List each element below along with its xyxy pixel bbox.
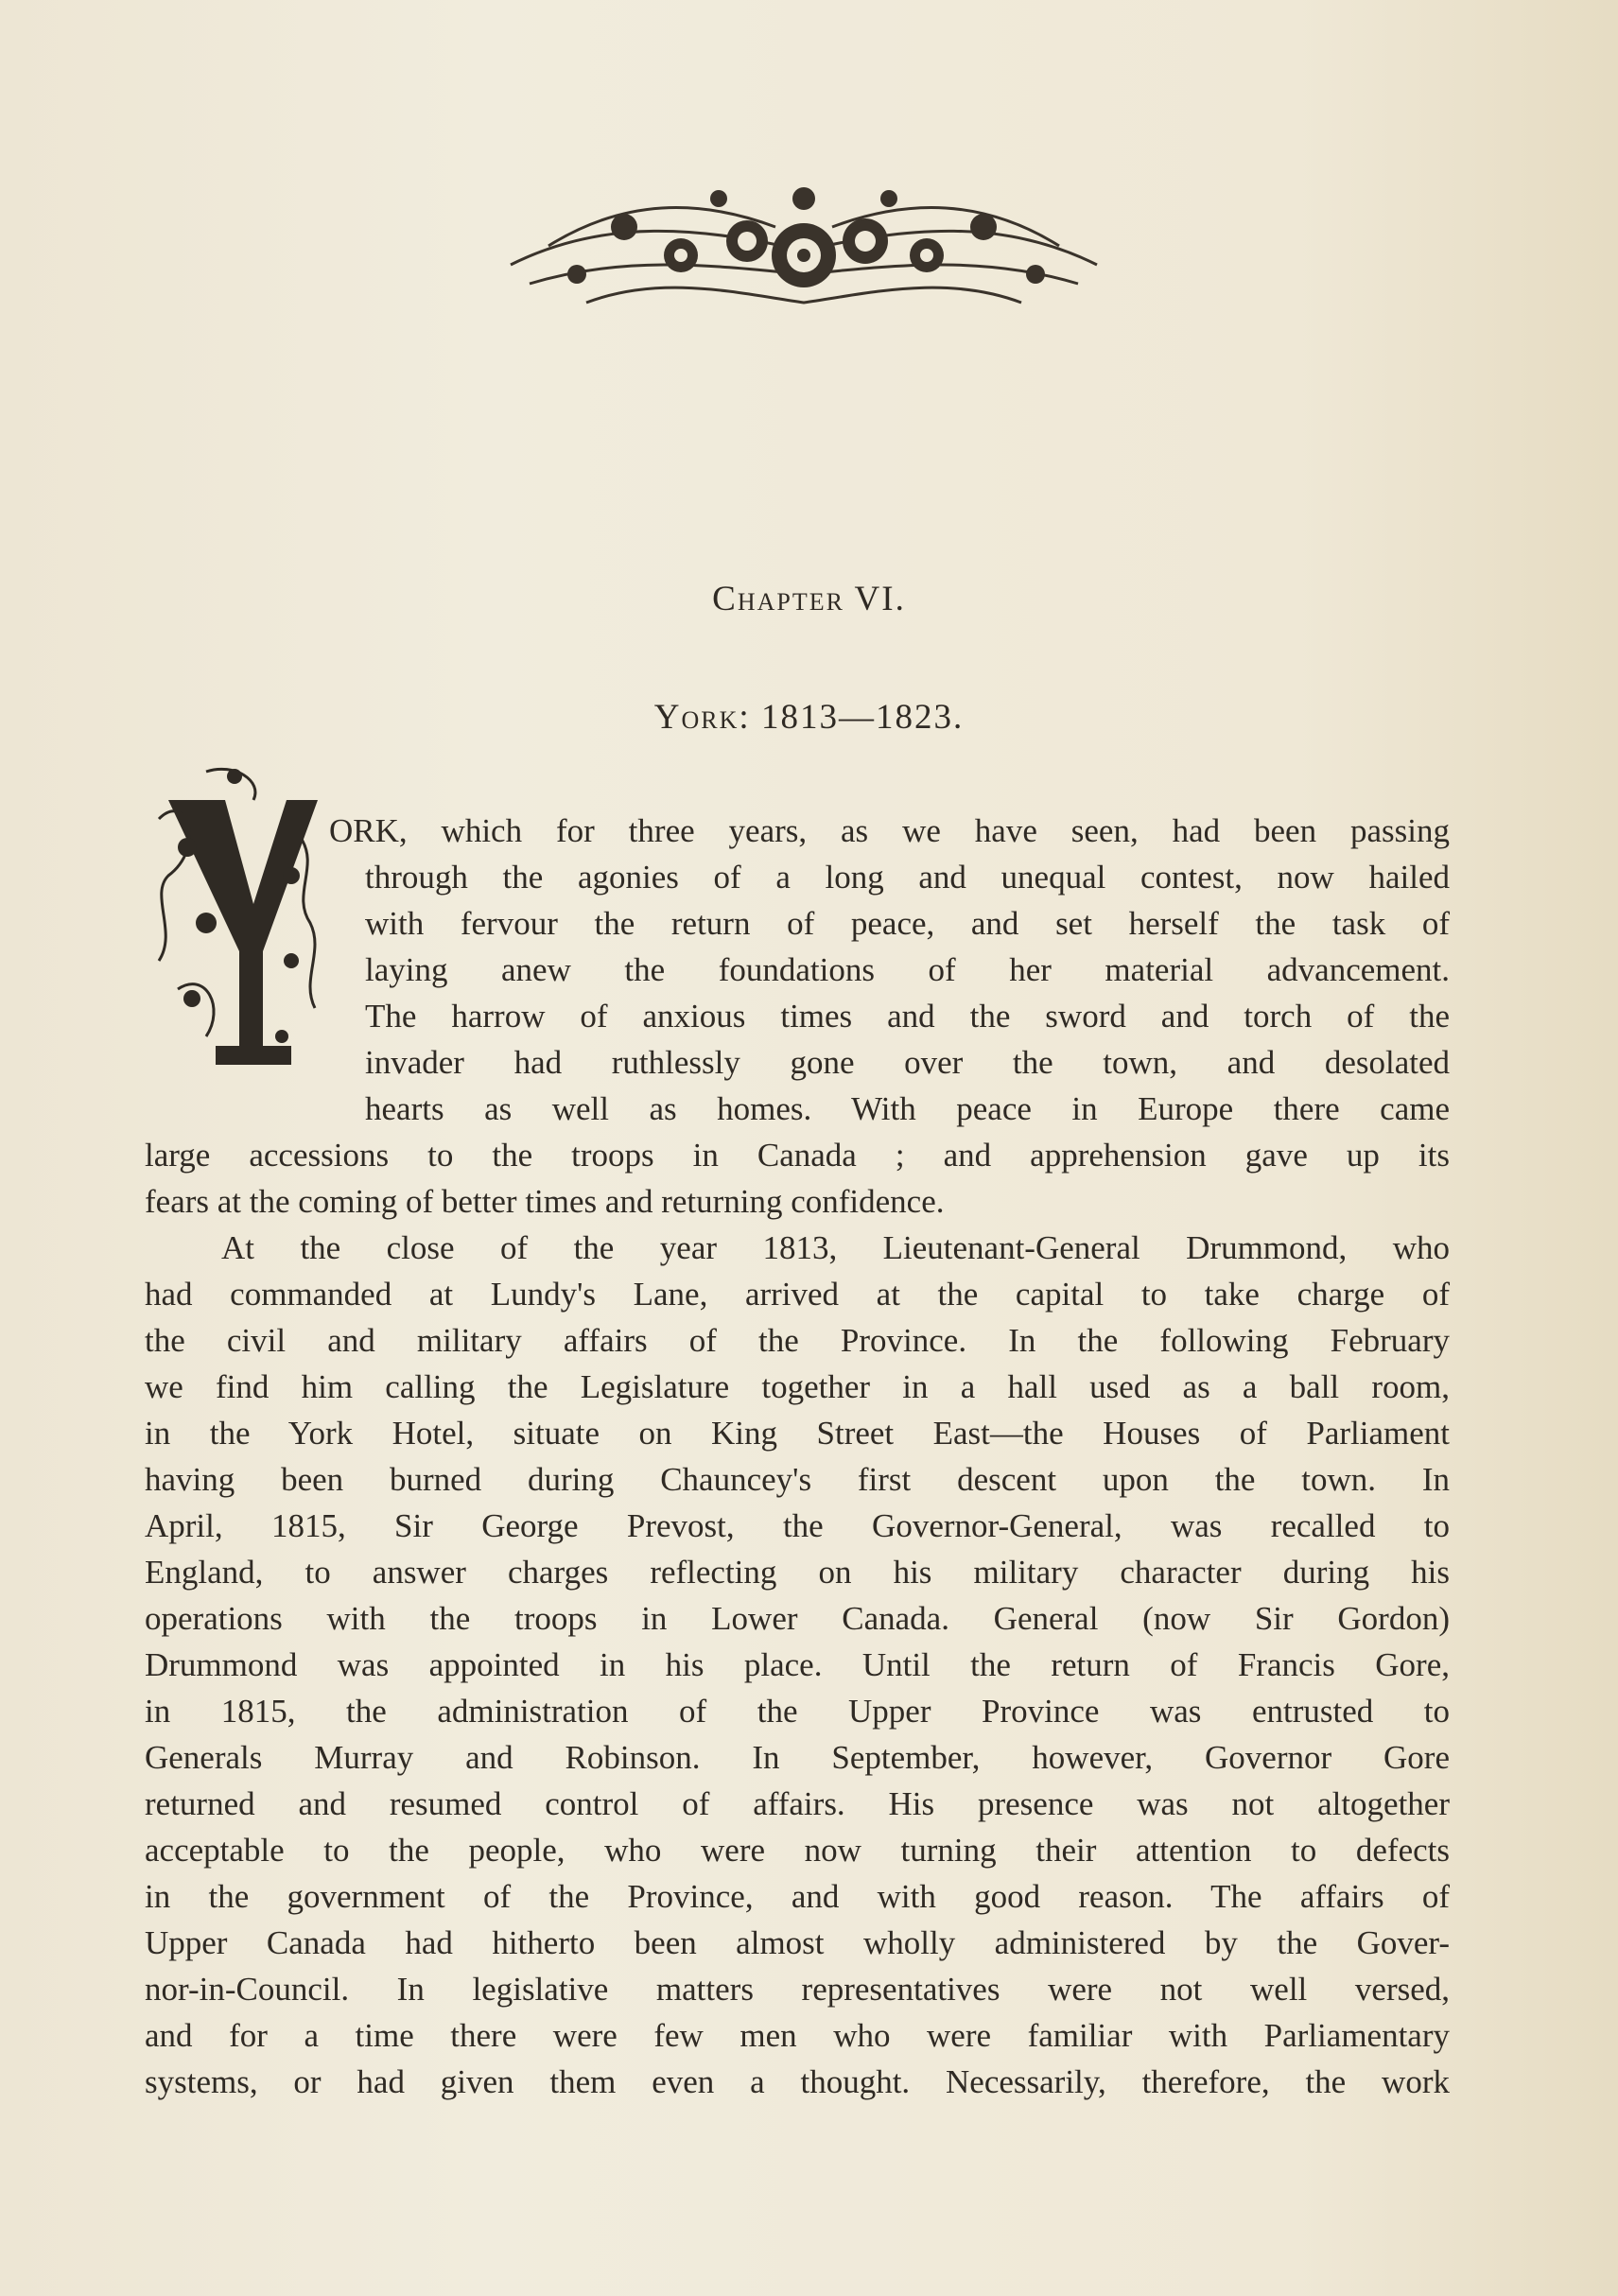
paragraph-line: Drummond was appointed in his place. Until the return of Francis Gore, <box>145 1646 1450 1683</box>
paragraph-line: with fervour the return of peace, and set herself the task of <box>365 905 1450 942</box>
floral-headpiece-ornament <box>492 161 1116 331</box>
paragraph-line: large accessions to the troops in Canada ; and apprehension gave up its <box>145 1137 1450 1174</box>
paragraph-line: The harrow of anxious times and the sword and torch of the <box>365 998 1450 1035</box>
paragraph-line: the civil and military affairs of the Province. In the following February <box>145 1322 1450 1359</box>
paragraph-line: we find him calling the Legislature together in a hall used as a ball room, <box>145 1368 1450 1405</box>
paragraph-line: acceptable to the people, who were now turning their attention to defects <box>145 1832 1450 1869</box>
paragraph-line: nor-in-Council. In legislative matters representatives were not well versed, <box>145 1971 1450 2008</box>
paragraph-line: laying anew the foundations of her material advancement. <box>365 951 1450 988</box>
paragraph-line-first: ORK, which for three years, as we have seen, had been passing <box>329 812 1450 849</box>
chapter-subtitle: York: 1813—1823. <box>653 698 965 737</box>
paragraph-line: invader had ruthlessly gone over the town, and desolated <box>365 1044 1450 1081</box>
paragraph-line: Generals Murray and Robinson. In September, however, Governor Gore <box>145 1739 1450 1776</box>
paragraph-line: fears at the coming of better times and returning confidence. <box>145 1183 945 1220</box>
paragraph-line: having been burned during Chauncey's first descent upon the town. In <box>145 1461 1450 1498</box>
paragraph-line: systems, or had given them even a thought. Necessarily, therefore, the work <box>145 2063 1450 2100</box>
paragraph-line: in the York Hotel, situate on King Street East—the Houses of Parliament <box>145 1415 1450 1452</box>
paragraph-line: returned and resumed control of affairs. His presence was not altogether <box>145 1785 1450 1822</box>
paragraph-line: in the government of the Province, and with good reason. The affairs of <box>145 1878 1450 1915</box>
paragraph-line: At the close of the year 1813, Lieutenant-General Drummond, who <box>221 1229 1450 1266</box>
paragraph-line: and for a time there were few men who were familiar with Parliamentary <box>145 2017 1450 2054</box>
paragraph-line: in 1815, the administration of the Upper Province was entrusted to <box>145 1693 1450 1730</box>
paragraph-line: hearts as well as homes. With peace in Europe there came <box>365 1090 1450 1127</box>
paragraph-line: had commanded at Lundy's Lane, arrived at the capital to take charge of <box>145 1276 1450 1313</box>
chapter-heading: Chapter VI. <box>712 580 906 618</box>
paragraph-line: operations with the troops in Lower Canada. General (now Sir Gordon) <box>145 1600 1450 1637</box>
paragraph-line: England, to answer charges reflecting on his military character during his <box>145 1554 1450 1591</box>
paragraph-line: April, 1815, Sir George Prevost, the Governor-General, was recalled to <box>145 1507 1450 1544</box>
decorated-initial-y-ornament <box>149 762 324 1088</box>
paragraph-line: through the agonies of a long and unequal contest, now hailed <box>365 859 1450 896</box>
paragraph-line: Upper Canada had hitherto been almost wholly administered by the Gover- <box>145 1924 1450 1961</box>
